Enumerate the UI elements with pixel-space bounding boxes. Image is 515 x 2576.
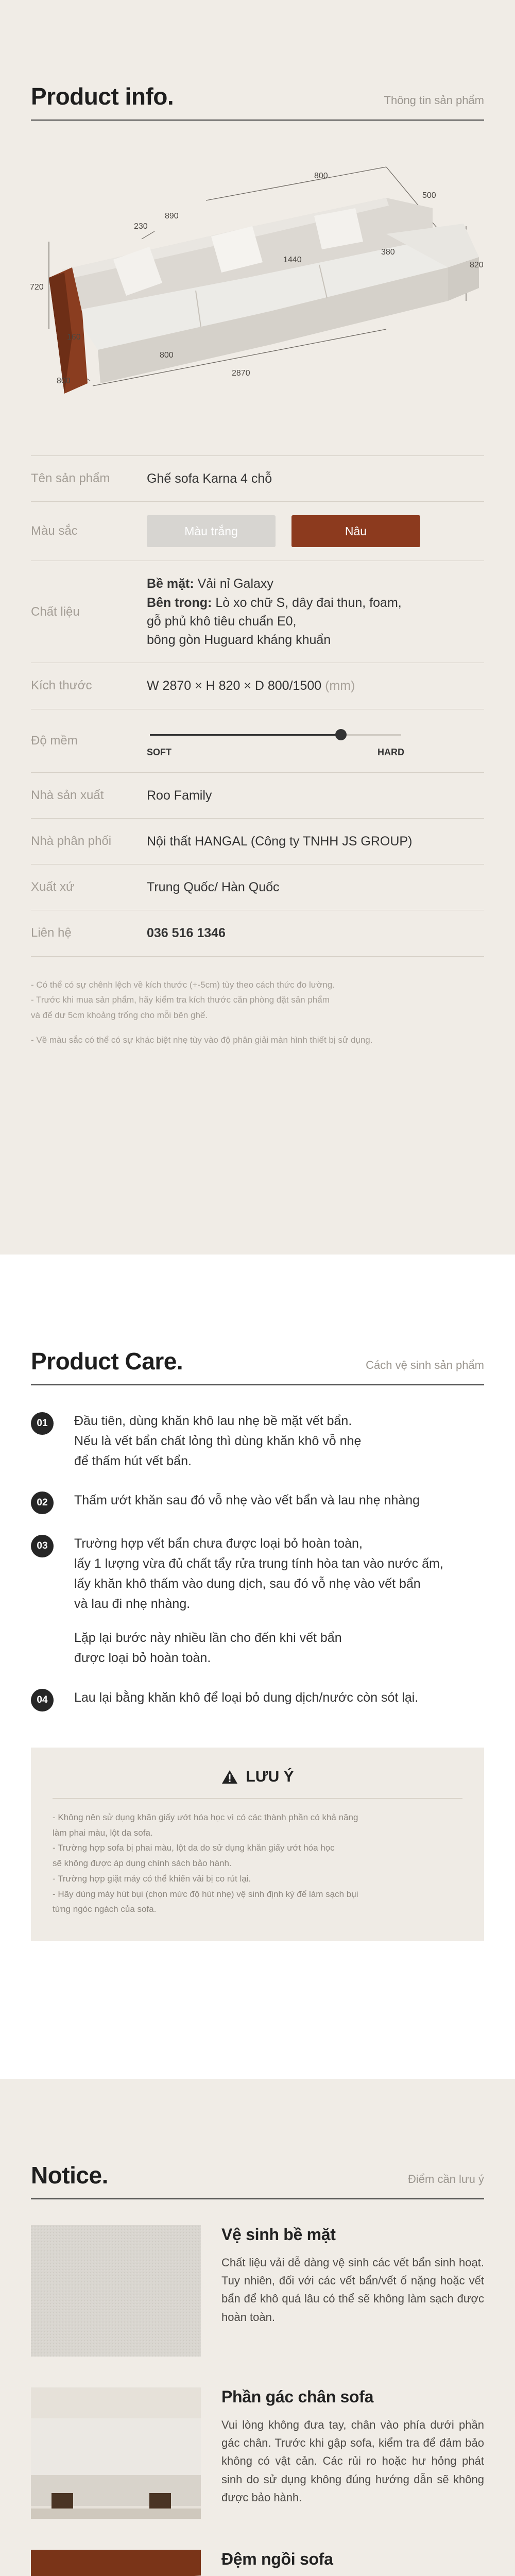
softness-value	[147, 723, 484, 759]
slider-knob	[335, 729, 347, 740]
color-swatch-white[interactable]: Màu trắng	[147, 515, 276, 547]
warning-line: - Trường hợp sofa bị phai màu, lột da do sử dụng khăn giấy ướt hóa học	[53, 1843, 335, 1853]
note-line: - Trước khi mua sản phẩm, hãy kiểm tra kích thước căn phòng đặt sản phẩm	[31, 995, 330, 1005]
warning-header	[53, 1768, 462, 1786]
cushion-image	[31, 2550, 201, 2576]
dim-seat-a: 1440	[283, 256, 302, 264]
spec-table	[31, 455, 484, 957]
spec-value: Roo Family	[147, 788, 212, 803]
dim-small-depth: 890	[165, 212, 179, 221]
size-value: W 2870 × H 820 × D 800/1500	[147, 679, 322, 693]
step-number: 03	[31, 1535, 54, 1557]
fabric-pattern	[31, 2225, 201, 2357]
spec-label: Chất liệu	[31, 604, 80, 619]
dim-left-height: 720	[30, 283, 44, 292]
care-step	[31, 1490, 484, 1514]
step-text	[74, 1688, 418, 1711]
footrest-illustration	[31, 2387, 201, 2519]
care-steps	[31, 1411, 484, 1711]
warning-line: từng ngóc ngách của sofa.	[53, 1904, 157, 1914]
material-line: gỗ phủ khô tiêu chuẩn E0,	[147, 614, 297, 629]
dim-bottom-depth: 800	[57, 377, 71, 385]
product-info-section	[0, 0, 515, 1255]
color-options	[147, 515, 484, 547]
step-line: được loại bỏ hoàn toàn.	[74, 1651, 211, 1665]
material-surface: Vải nỉ Galaxy	[194, 577, 273, 591]
notice-body	[221, 2225, 484, 2357]
section-subtitle: Cách vệ sinh sản phẩm	[366, 1359, 484, 1371]
spec-label: Xuất xứ	[31, 880, 75, 894]
material-line: bông gòn Huguard kháng khuẩn	[147, 633, 331, 647]
section-divider	[31, 2198, 484, 2199]
color-swatch-brown[interactable]: Nâu	[291, 515, 420, 547]
spec-label: Độ mềm	[31, 733, 78, 748]
spec-value: Nội thất HANGAL (Công ty TNHH JS GROUP)	[147, 834, 413, 849]
care-step	[31, 1534, 484, 1668]
spec-label: Kích thước	[31, 679, 92, 693]
dim-width-top: 800	[314, 172, 328, 180]
notice-item	[31, 2550, 484, 2576]
dim-depth-top: 500	[422, 191, 436, 200]
section-title: Product Care.	[31, 1348, 183, 1375]
step-number: 01	[31, 1412, 54, 1435]
section-subtitle: Thông tin sản phẩm	[384, 94, 484, 107]
product-care-section	[0, 1255, 515, 2079]
spec-row-color	[31, 501, 484, 561]
material-inner: Lò xo chữ S, dây đai thun, foam,	[212, 595, 402, 610]
step-line: lấy khăn khô thấm vào dung dịch, sau đó vỗ nhẹ vào vết bẩn	[74, 1576, 421, 1591]
notice-section	[0, 2079, 515, 2576]
spec-label: Nhà sản xuất	[31, 788, 104, 802]
warning-line: - Không nên sử dụng khăn giấy ướt hóa học vì có các thành phần có khả năng	[53, 1812, 358, 1822]
step-line: lấy 1 lượng vừa đủ chất tẩy rửa trung tính hòa tan vào nước ấm,	[74, 1556, 443, 1571]
material-inner-label: Bên trong:	[147, 595, 212, 610]
section-subtitle: Điểm cần lưu ý	[408, 2173, 484, 2185]
spec-row-origin	[31, 864, 484, 910]
step-line: Nếu là vết bẩn chất lỏng thì dùng khăn khô vỗ nhẹ	[74, 1433, 362, 1448]
softness-slider	[147, 723, 404, 759]
spec-row-distributor	[31, 818, 484, 864]
section-title: Notice.	[31, 2162, 108, 2189]
product-info-header	[0, 82, 515, 110]
dim-arm: 230	[134, 222, 148, 231]
spec-label: Liên hệ	[31, 926, 72, 940]
notice-body	[221, 2387, 484, 2519]
notice-desc: Chất liệu vải dễ dàng vệ sinh các vết bẩn sinh hoạt. Tuy nhiên, đối với các vết bẩn/vết ố nặng hoặc vết bẩn để khô quá lâu có thể sẽ không làm sạch được hoàn toàn.	[221, 2256, 484, 2324]
footrest-image	[31, 2387, 201, 2519]
care-step	[31, 1411, 484, 1471]
spec-value: Ghế sofa Karna 4 chỗ	[147, 471, 272, 486]
step-line: để thấm hút vết bẩn.	[74, 1453, 192, 1468]
spec-value	[147, 574, 484, 649]
care-warning-box	[31, 1748, 484, 1941]
step-line: Lặp lại bước này nhiều lần cho đến khi vết bẩn	[74, 1631, 342, 1646]
step-text	[74, 1411, 361, 1471]
note-line: - Về màu sắc có thể có sự khác biệt nhẹ tùy vào độ phân giải màn hình thiết bị sử dụng.	[31, 1035, 373, 1045]
step-line: Thấm ướt khăn sau đó vỗ nhẹ vào vết bẩn và lau nhẹ nhàng	[74, 1493, 420, 1508]
dim-right-height: 820	[470, 261, 484, 269]
sofa-illustration	[26, 141, 489, 430]
spec-value: Trung Quốc/ Hàn Quốc	[147, 880, 280, 894]
product-care-header	[0, 1347, 515, 1375]
warning-line: - Trường hợp giặt máy có thể khiến vải bị co rút lại.	[53, 1873, 251, 1884]
fabric-texture-image	[31, 2225, 201, 2357]
contact-phone[interactable]: 036 516 1346	[147, 926, 226, 941]
warning-lines	[53, 1810, 462, 1917]
size-unit: (mm)	[325, 679, 355, 693]
material-surface-label: Bề mặt:	[147, 577, 194, 591]
warning-line: làm phai màu, lột da sofa.	[53, 1827, 153, 1838]
spec-label: Màu sắc	[31, 524, 78, 538]
spec-label: Nhà phân phối	[31, 834, 112, 848]
notice-header	[0, 2161, 515, 2189]
spec-label: Tên sản phẩm	[31, 471, 110, 486]
warning-divider	[53, 1798, 462, 1799]
cushion-illustration	[31, 2550, 201, 2576]
section-title: Product info.	[31, 83, 174, 110]
notice-desc: Vui lòng không đưa tay, chân vào phía dưới phần gác chân. Trước khi gập sofa, kiểm tra để đảm bảo không có vật cản. Các rủi ro hoặc hư hỏng phát sinh do sử dụng không đúng hướng dẫn sẽ không được bảo hành.	[221, 2418, 484, 2504]
step-text	[74, 1534, 443, 1668]
slider-min-label: SOFT	[147, 747, 171, 757]
step-number: 04	[31, 1689, 54, 1711]
notice-title: Vệ sinh bề mặt	[221, 2225, 336, 2244]
warning-line: - Hãy dùng máy hút bụi (chọn mức độ hút nhẹ) vệ sinh định kỳ để làm sạch bụi	[53, 1889, 358, 1899]
warning-icon	[221, 1769, 238, 1785]
warning-title: LƯU Ý	[246, 1768, 294, 1785]
step-line: Lau lại bằng khăn khô để loại bỏ dung dịch/nước còn sót lại.	[74, 1690, 419, 1705]
info-notes	[31, 977, 484, 1048]
spacer	[74, 1614, 443, 1628]
spec-row-name	[31, 455, 484, 501]
dim-front: 800	[160, 351, 174, 360]
spec-row-material	[31, 561, 484, 663]
spec-value	[147, 676, 484, 695]
slider-fill	[150, 734, 341, 736]
sofa-dimension-diagram	[26, 141, 489, 430]
dim-bottom-width: 2870	[232, 369, 250, 378]
warning-line: sẽ không được áp dụng chính sách bảo hành.	[53, 1858, 232, 1868]
step-number: 02	[31, 1492, 54, 1514]
notice-items	[31, 2225, 484, 2576]
notice-title: Phần gác chân sofa	[221, 2387, 374, 2406]
step-text	[74, 1490, 420, 1514]
notice-item	[31, 2387, 484, 2519]
dim-leg: 160	[67, 333, 81, 342]
step-line: Đầu tiên, dùng khăn khô lau nhẹ bề mặt vết bẩn.	[74, 1414, 352, 1428]
notice-item	[31, 2225, 484, 2357]
notice-title: Đệm ngồi sofa	[221, 2550, 333, 2568]
section-divider	[31, 120, 484, 121]
step-line: và lau đi nhẹ nhàng.	[74, 1596, 191, 1611]
notice-body	[221, 2550, 484, 2576]
dim-seat-b: 380	[381, 248, 395, 257]
slider-max-label: HARD	[377, 747, 404, 757]
care-step	[31, 1688, 484, 1711]
spec-row-softness	[31, 709, 484, 772]
spec-row-size	[31, 663, 484, 708]
section-divider	[31, 1384, 484, 1385]
spec-row-maker	[31, 772, 484, 818]
step-line: Trường hợp vết bẩn chưa được loại bỏ hoàn toàn,	[74, 1536, 363, 1551]
spec-row-contact	[31, 910, 484, 956]
note-line: - Có thể có sự chênh lệch về kích thước (+-5cm) tùy theo cách thức đo lường.	[31, 979, 335, 990]
note-line: và để dư 5cm khoảng trống cho mỗi bên ghế.	[31, 1010, 208, 1020]
